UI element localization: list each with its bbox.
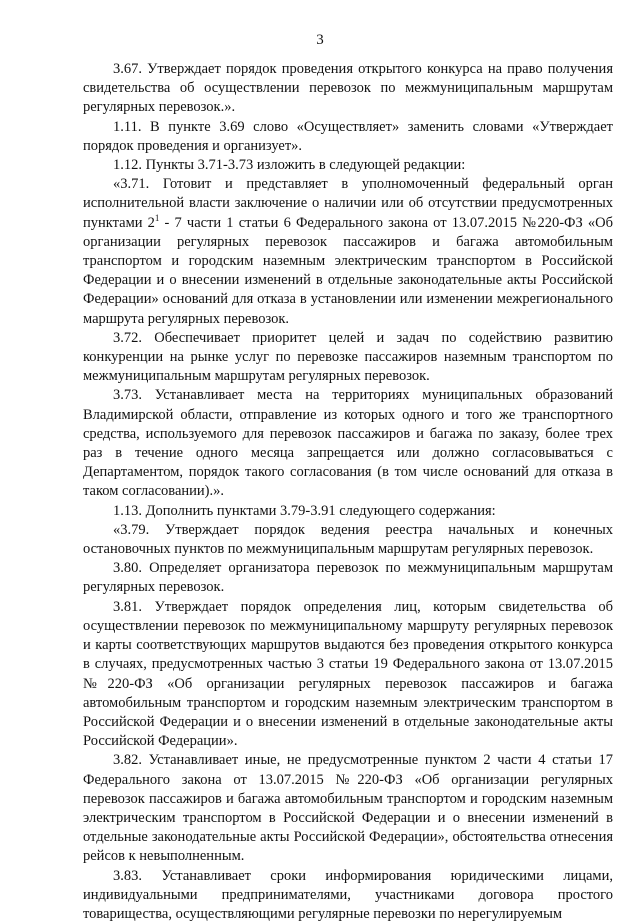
document-body — [83, 60, 613, 924]
superscript-1: 1 — [154, 212, 160, 223]
paragraph-1-12: 1.12. Пункты 3.71-3.73 изложить в следующей редакции: — [113, 157, 466, 174]
paragraph-3-71-part-2: - 7 части 1 статьи 6 Федерального закона от 13.07.2015 №220-ФЗ «Об организации регулярных перевозок пассажиров и багажа автомобильным транспортом и городским наземным электрическим транспортом в Российской Федерации и о внесении изменений в отдельные законодательные акты Российской Федерации» оснований для отказа в установлении или изменении межрегионального маршрута регулярных перевозок. — [83, 214, 613, 327]
paragraph-1-13: 1.13. Дополнить пунктами 3.79-3.91 следующего содержания: — [113, 502, 496, 519]
paragraph-3-82: 3.82. Устанавливает иные, не предусмотренные пунктом 2 части 4 статьи 17 Федерального закона от 13.07.2015 №220-ФЗ «Об организации регулярных перевозок пассажиров и багажа автомобильным транспортом и городским наземным электрическим транспортом в Российской Федерации и о внесении изменений в отдельные законодательные акты Российской Федерации», обстоятельства отнесения рейсов к невыполненным. — [83, 752, 613, 865]
paragraph-3-71 — [83, 175, 613, 329]
page-number: 3 — [316, 32, 324, 48]
paragraph-3-73: 3.73. Устанавливает места на территориях муниципальных образований Владимирской области, отправление из которых одного и того же транспортного средства, используемого для перевозок пассажиров и багажа по заказу, более трех раз в течение одного месяца запрещается или должно согласовываться с Департаментом, порядок такого согласования (в том числе оснований для отказа в таком согласовании).». — [83, 387, 613, 500]
paragraph-3-80: 3.80. Определяет организатора перевозок по межмуниципальным маршрутам регулярных перевозок. — [83, 560, 613, 596]
paragraph-3-67: 3.67. Утверждает порядок проведения открытого конкурса на право получения свидетельства об осуществлении перевозок по межмуниципальным маршрутам регулярных перевозок.». — [83, 61, 613, 116]
paragraph-3-81: 3.81. Утверждает порядок определения лиц, которым свидетельства об осуществлении перевозок по межмуниципальному маршруту регулярных перевозок и карты соответствующих маршрутов выдаются без проведения открытого конкурса в случаях, предусмотренных частью 3 статьи 19 Федерального закона от 13.07.2015 №220-ФЗ «Об организации регулярных перевозок пассажиров и багажа автомобильным транспортом и городским наземным электрическим транспортом в Российской Федерации и о внесении изменений в отдельные законодательные акты Российской Федерации». — [83, 598, 613, 750]
paragraph-3-72: 3.72. Обеспечивает приоритет целей и задач по содействию развитию конкуренции на рынке услуг по перевозке пассажиров наземным транспортом по межмуниципальным маршрутам регулярных перевозок. — [83, 329, 613, 385]
paragraph-3-71-part-1: «3.71. Готовит и представляет в уполномоченный федеральный орган исполнительной власти заключение о наличии или об отсутствии предусмотренных пунктами 2 — [83, 176, 613, 231]
paragraph-3-83: 3.83. Устанавливает сроки информирования юридическими лицами, индивидуальными предпринимателями, участниками договора простого товарищества, осуществляющими регулярные перевозки по нерегулируемым — [83, 867, 613, 922]
paragraph-1-11: 1.11. В пункте 3.69 слово «Осуществляет» заменить словами «Утверждает порядок проведения и организует». — [83, 118, 613, 154]
paragraph-3-79: «3.79. Утверждает порядок ведения реестра начальных и конечных остановочных пунктов по межмуниципальным маршрутам регулярных перевозок. — [83, 521, 613, 558]
